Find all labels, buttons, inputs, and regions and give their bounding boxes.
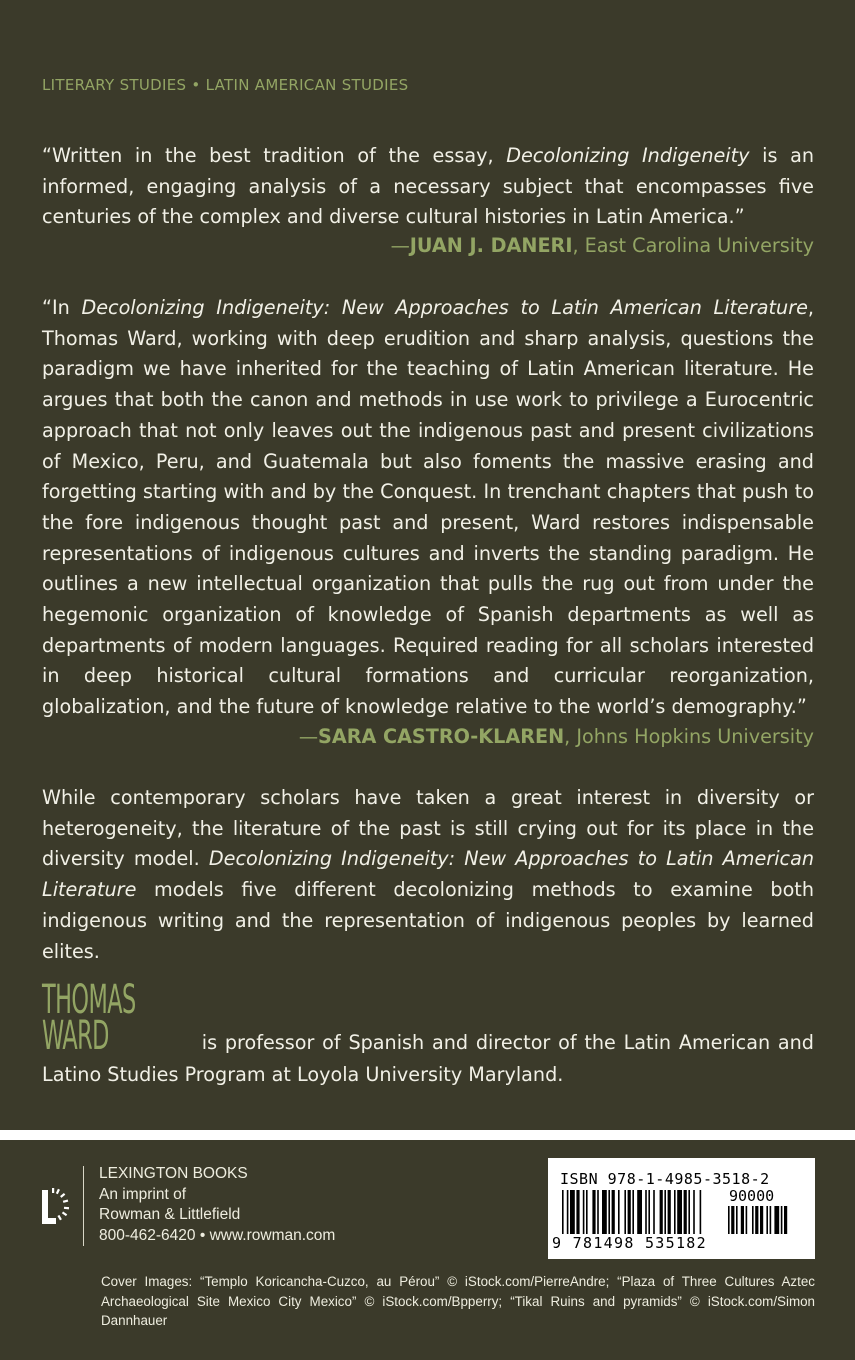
description-text: While contemporary scholars have taken a great interest in diversity or heterogeneity, the literature of the past is still crying out for its place in the diversity model. [42, 786, 814, 871]
quote-book-title: Decolonizing Indigeneity: New Approaches to Latin American Literature [81, 296, 808, 319]
quote-open-text: “In [42, 296, 82, 319]
isbn-number: ISBN 978-1-4985-3518-2 [560, 1170, 770, 1188]
quote-body-text: is an informed, engaging analysis of a necessary subject that encompasses five centuries of the complex and diverse cultural histories in Latin America.” [42, 144, 814, 229]
quote-book-title: Decolonizing Indigeneity [506, 144, 750, 167]
quote-castro-klaren [42, 293, 814, 723]
attribution-daneri [391, 231, 814, 262]
cover-image-credits: Cover Images: “Templo Koricancha-Cuzco, au Pérou” © iStock.com/PierreAndre; “Plaza of Three Cultures Aztec Archaeological Site Mexico City Mexico” © iStock.com/Bpperry; “Tikal Ruins and pyramids” © iStock.com/Simon Dannhauer [101, 1274, 815, 1328]
attribution-name: SARA CASTRO-KLAREN [318, 725, 565, 748]
publisher-parent: Rowman & Littlefield [99, 1206, 241, 1223]
attribution-dash: — [298, 725, 319, 748]
description-text-end: models five different decolonizing methods to examine both indigenous writing and the representation of indigenous peoples by learned elites. [42, 878, 814, 963]
attribution-affiliation: , East Carolina University [572, 234, 814, 257]
publisher-name: LEXINGTON BOOKS [99, 1165, 248, 1182]
author-name-wrap [42, 977, 194, 1059]
attribution-dash: — [390, 234, 410, 257]
quote-open-text: “Written in the best tradition of the essay, [42, 144, 507, 167]
description-book-title: Decolonizing Indigeneity: New Approaches to Latin American Literature [42, 847, 814, 902]
attribution-castro-klaren [299, 722, 814, 753]
attribution-name: JUAN J. DANERI [409, 234, 573, 257]
ean-digits: 9 781498 535182 [552, 1234, 707, 1252]
isbn-barcode [548, 1158, 815, 1259]
book-description [42, 783, 814, 967]
lexington-logo-icon [42, 1186, 74, 1226]
category-label: LITERARY STUDIES • LATIN AMERICAN STUDIES [42, 76, 409, 94]
author-bio-text: is professor of Spanish and director of the Latin American and Latino Studies Program at Loyola University Maryland. [42, 1031, 814, 1086]
publisher-imprint-label: An imprint of [99, 1185, 187, 1203]
publisher-block [99, 1164, 335, 1246]
publisher-rule [83, 1166, 84, 1246]
attribution-affiliation: , Johns Hopkins University [564, 725, 814, 748]
author-bio [42, 977, 814, 1090]
author-name: THOMAS WARD [42, 977, 136, 1059]
quote-body-text: , Thomas Ward, working with deep erudition and sharp analysis, questions the paradigm we have inherited for the teaching of Latin American literature. He argues that both the canon and methods in use work to privilege a Eurocentric approach that not only leaves out the indigenous past and present civilizations of Mexico, Peru, and Guatemala but also foments the massive erasing and forgetting starting with and by the Conquest. In trenchant chapters that push to the fore indigenous thought past and present, Ward restores indispensable representations of indigenous cultures and inverts the standing paradigm. He outlines a new intellectual organization that pulls the rug out from under the hegemonic organization of knowledge of Spanish departments as well as departments of modern languages. Required reading for all scholars interested in deep historical cultural formations and curricular reorganization, globalization, and the future of knowledge relative to the world’s demography.” [42, 296, 815, 719]
quote-daneri [42, 141, 814, 233]
price-code: 90000 [729, 1187, 775, 1205]
publisher-contact: 800-462-6420 • www.rowman.com [99, 1226, 336, 1244]
divider-band [0, 1130, 855, 1140]
